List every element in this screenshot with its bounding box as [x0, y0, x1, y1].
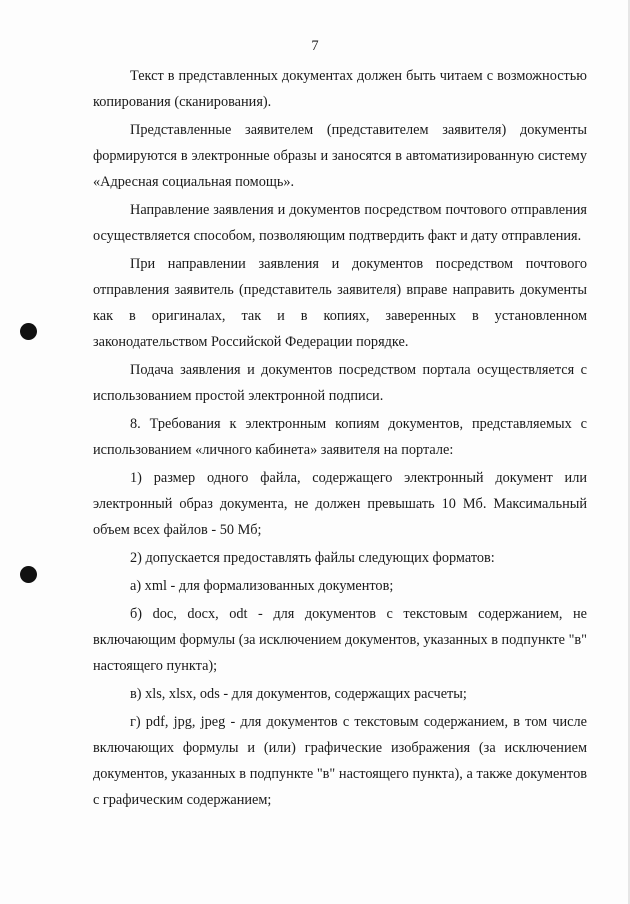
paragraph-electronic-images: Представленные заявителем (представителем заявителя) документы формируются в электронные образы и заносятся в автоматизированную систему «Адресная социальная помощь».	[93, 122, 587, 190]
paragraph-portal-signature: Подача заявления и документов посредством портала осуществляется с использованием простой электронной подписи.	[93, 362, 587, 404]
list-item-file-size: 1) размер одного файла, содержащего электронный документ или электронный образ документа, не должен превышать 10 Мб. Максимальный объем всех файлов - 50 Мб;	[93, 470, 587, 538]
paragraph-readable-text: Текст в представленных документах должен быть читаем с возможностью копирования (сканирования).	[93, 68, 587, 110]
page-number: 7	[311, 38, 319, 54]
paragraph-postal-originals-copies: При направлении заявления и документов посредством почтового отправления заявитель (представитель заявителя) вправе направить документы как в оригиналах, так и в копиях, заверенных в установленном законодательством Российской Федерации порядке.	[93, 256, 587, 350]
paragraph-postal-sending: Направление заявления и документов посредством почтового отправления осуществляется способом, позволяющим подтвердить факт и дату отправления.	[93, 202, 587, 244]
list-item-formats: 2) допускается предоставлять файлы следующих форматов:	[130, 550, 495, 566]
list-item-pdf: г) pdf, jpg, jpeg - для документов с текстовым содержанием, в том числе включающих формулы и (или) графические изображения (за исключением документов, указанных в подпункте "в" настоящего пункта), а также документов с графическим содержанием;	[93, 714, 587, 808]
list-item-xml: а) xml - для формализованных документов;	[130, 578, 394, 594]
list-item-xls: в) xls, xlsx, ods - для документов, содержащих расчеты;	[130, 686, 467, 702]
punch-hole-icon	[20, 566, 37, 583]
punch-hole-icon	[20, 323, 37, 340]
document-body	[93, 63, 587, 815]
list-item-doc: б) doc, docx, odt - для документов с текстовым содержанием, не включающим формулы (за исключением документов, указанных в подпункте "в" настоящего пункта);	[93, 606, 587, 674]
paragraph-requirements-heading: 8. Требования к электронным копиям документов, представляемых с использованием «личного кабинета» заявителя на портале:	[93, 416, 587, 458]
